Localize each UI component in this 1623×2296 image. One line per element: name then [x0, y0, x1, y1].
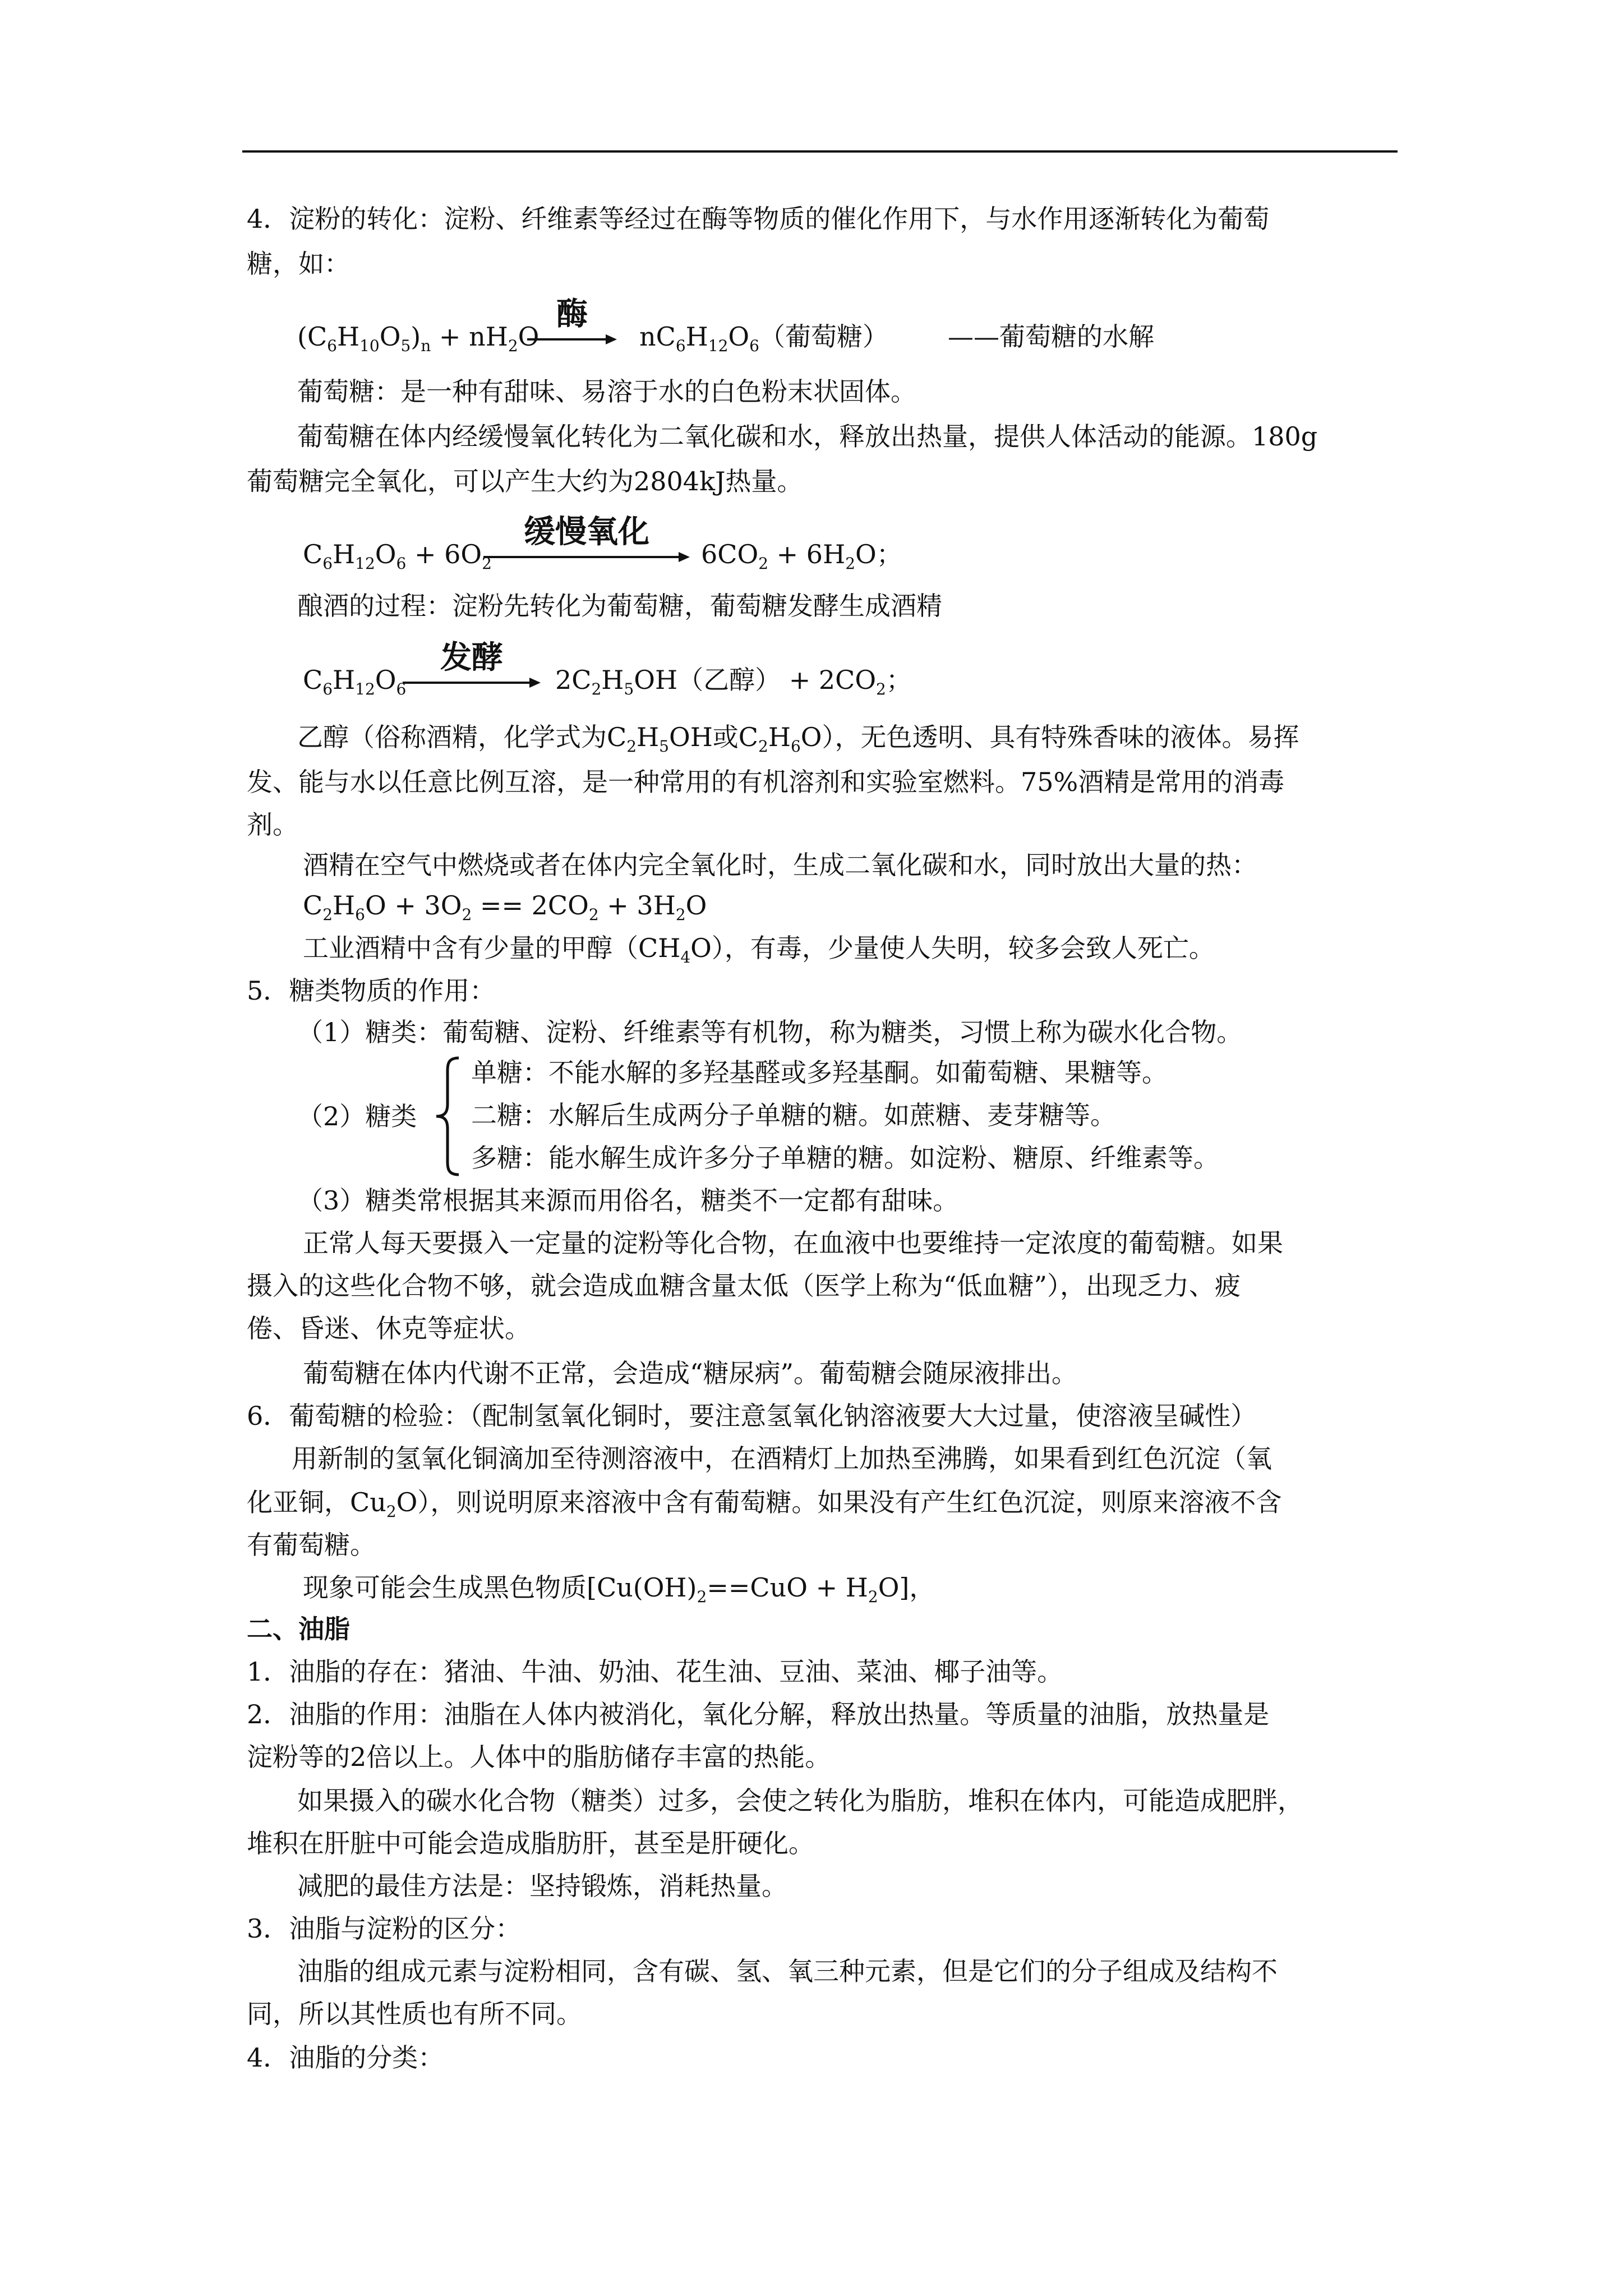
glucose-definition: 葡萄糖：是一种有甜味、易溶于水的白色粉末状固体。 [297, 376, 916, 407]
polysaccharide-item: 多糖：能水解生成许多分子单糖的糖。如淀粉、糖原、纤维素等。 [471, 1143, 1219, 1173]
equation-hydrolysis-rhs: $nC_6H_{12}O_6$（葡萄糖） [639, 321, 888, 355]
glucose-test-line-3: 有葡萄糖。 [247, 1530, 376, 1560]
reaction-arrow-enzyme [527, 292, 617, 348]
weight-loss-note: 减肥的最佳方法是：坚持锻炼，消耗热量。 [297, 1871, 787, 1901]
methanol-warning: 工业酒精中含有少量的甲醇$(CH_4O)$，有毒，少量使人失明，较多会致人死亡。 [303, 933, 1215, 967]
arrow-icon [403, 674, 541, 691]
fats-obesity-line-1: 如果摄入的碳水化合物（糖类）过多，会使之转化为脂肪，堆积在体内，可能造成肥胖， [297, 1786, 1303, 1816]
sugar-definition: （1）糖类：葡萄糖、淀粉、纤维素等有机物，称为糖类，习惯上称为碳水化合物。 [297, 1017, 1243, 1047]
curly-brace-icon [432, 1055, 465, 1178]
ethanol-line-2: 发、能与水以任意比例互溶，是一种常用的有机溶剂和实验室燃料。75%酒精是常用的消毒 [247, 767, 1285, 797]
reaction-arrow-fermentation [403, 635, 541, 691]
arrow-icon [483, 549, 690, 565]
ethanol-line-3: 剂。 [247, 809, 298, 840]
arrow-label-slow-oxidation: 缓慢氧化 [524, 514, 649, 550]
fats-function-line-1: 2．油脂的作用：油脂在人体内被消化，氧化分解，释放出热量。等质量的油脂，放热量是 [247, 1699, 1270, 1729]
header-rule [242, 150, 1398, 153]
fats-vs-starch-title: 3．油脂与淀粉的区分： [247, 1913, 522, 1944]
monosaccharide-item: 单糖：不能水解的多羟基醛或多羟基酮。如葡萄糖、果糖等。 [471, 1057, 1168, 1088]
section-6-title: 6．葡萄糖的检验：（配制氢氧化铜时，要注意氢氧化钠溶液要大大过量，使溶液呈碱性） [247, 1401, 1257, 1431]
fats-obesity-line-2: 堆积在肝脏中可能会造成脂肪肝，甚至是肝硬化。 [247, 1828, 814, 1858]
equation-fermentation-lhs: $C_6H_{12}O_6$ [303, 665, 407, 698]
glucose-test-line-1: 用新制的氢氧化铜滴加至待测溶液中，在酒精灯上加热至沸腾，如果看到红色沉淀（氧 [292, 1443, 1272, 1474]
arrow-label-enzyme: 酶 [556, 296, 588, 333]
sugar-classification-label: （2）糖类 [297, 1101, 417, 1131]
equation-combustion: $C_2H_6O + 3O_2 == 2CO_2 + 3H_2O$ [303, 890, 707, 924]
fats-vs-starch-line-1: 油脂的组成元素与淀粉相同，含有碳、氢、氧三种元素，但是它们的分子组成及结构不 [297, 1956, 1278, 1986]
glucose-test-line-2: 化亚铜，$Cu_2O$），则说明原来溶液中含有葡萄糖。如果没有产生红色沉淀，则原来溶液不含 [247, 1487, 1282, 1521]
section-heading-fats: 二、油脂 [247, 1614, 350, 1644]
section-5-title: 5．糖类物质的作用： [247, 976, 496, 1006]
fats-vs-starch-line-2: 同，所以其性质也有所不同。 [247, 1999, 582, 2029]
blood-sugar-line-1: 正常人每天要摄入一定量的淀粉等化合物，在血液中也要维持一定浓度的葡萄糖。如果 [303, 1228, 1283, 1258]
equation-hydrolysis-lhs: $(C_6H_{10}O_5)_n + nH_2O$ [297, 321, 540, 355]
equation-oxidation-lhs: $C_6H_{12}O_6 + 6O_2$ [303, 539, 492, 573]
equation-oxidation-rhs: $6CO_2 + 6H_2O$； [701, 539, 902, 573]
blood-sugar-line-3: 倦、昏迷、休克等症状。 [247, 1313, 531, 1343]
fats-classification-title: 4．油脂的分类： [247, 2042, 444, 2073]
section-4-title: 4．淀粉的转化：淀粉、纤维素等经过在酶等物质的催化作用下，与水作用逐渐转化为葡萄 [247, 204, 1270, 234]
arrow-icon [527, 331, 617, 348]
equation-hydrolysis-note: ——葡萄糖的水解 [948, 321, 1154, 352]
wine-process: 酿酒的过程：淀粉先转化为葡萄糖，葡萄糖发酵生成酒精 [297, 591, 942, 621]
sugar-naming-note: （3）糖类常根据其来源而用俗名，糖类不一定都有甜味。 [297, 1185, 959, 1216]
glucose-oxidation-line-1: 葡萄糖在体内经缓慢氧化转化为二氧化碳和水，释放出热量，提供人体活动的能源。180g [297, 421, 1318, 452]
diabetes-note: 葡萄糖在体内代谢不正常，会造成“糖尿病”。葡萄糖会随尿液排出。 [303, 1358, 1078, 1388]
blood-sugar-line-2: 摄入的这些化合物不够，就会造成血糖含量太低（医学上称为“低血糖”），出现乏力、疲 [247, 1271, 1241, 1301]
black-precipitate-note: 现象可能会生成黑色物质$[Cu(OH)_2==CuO + H_2O]$， [303, 1572, 935, 1606]
section-4-continuation: 糖，如： [247, 249, 350, 279]
glucose-oxidation-line-2: 葡萄糖完全氧化，可以产生大约为2804kJ热量。 [247, 466, 803, 496]
ethanol-line-1: 乙醇（俗称酒精，化学式为$C_2H_5OH$或$C_2H_6O$），无色透明、具有特殊香味的液体。易挥 [297, 722, 1299, 756]
arrow-label-fermentation: 发酵 [440, 639, 503, 676]
fats-function-line-2: 淀粉等的2倍以上。人体中的脂肪储存丰富的热能。 [247, 1742, 831, 1772]
reaction-arrow-slow-oxidation [483, 509, 690, 565]
ethanol-burning: 酒精在空气中燃烧或者在体内完全氧化时，生成二氧化碳和水，同时放出大量的热： [303, 850, 1257, 880]
equation-fermentation-rhs: $2C_2H_5OH$（乙醇） + $2CO_2$； [555, 665, 912, 698]
fats-existence: 1．油脂的存在：猪油、牛油、奶油、花生油、豆油、菜油、椰子油等。 [247, 1657, 1063, 1687]
disaccharide-item: 二糖：水解后生成两分子单糖的糖。如蔗糖、麦芽糖等。 [471, 1100, 1116, 1130]
